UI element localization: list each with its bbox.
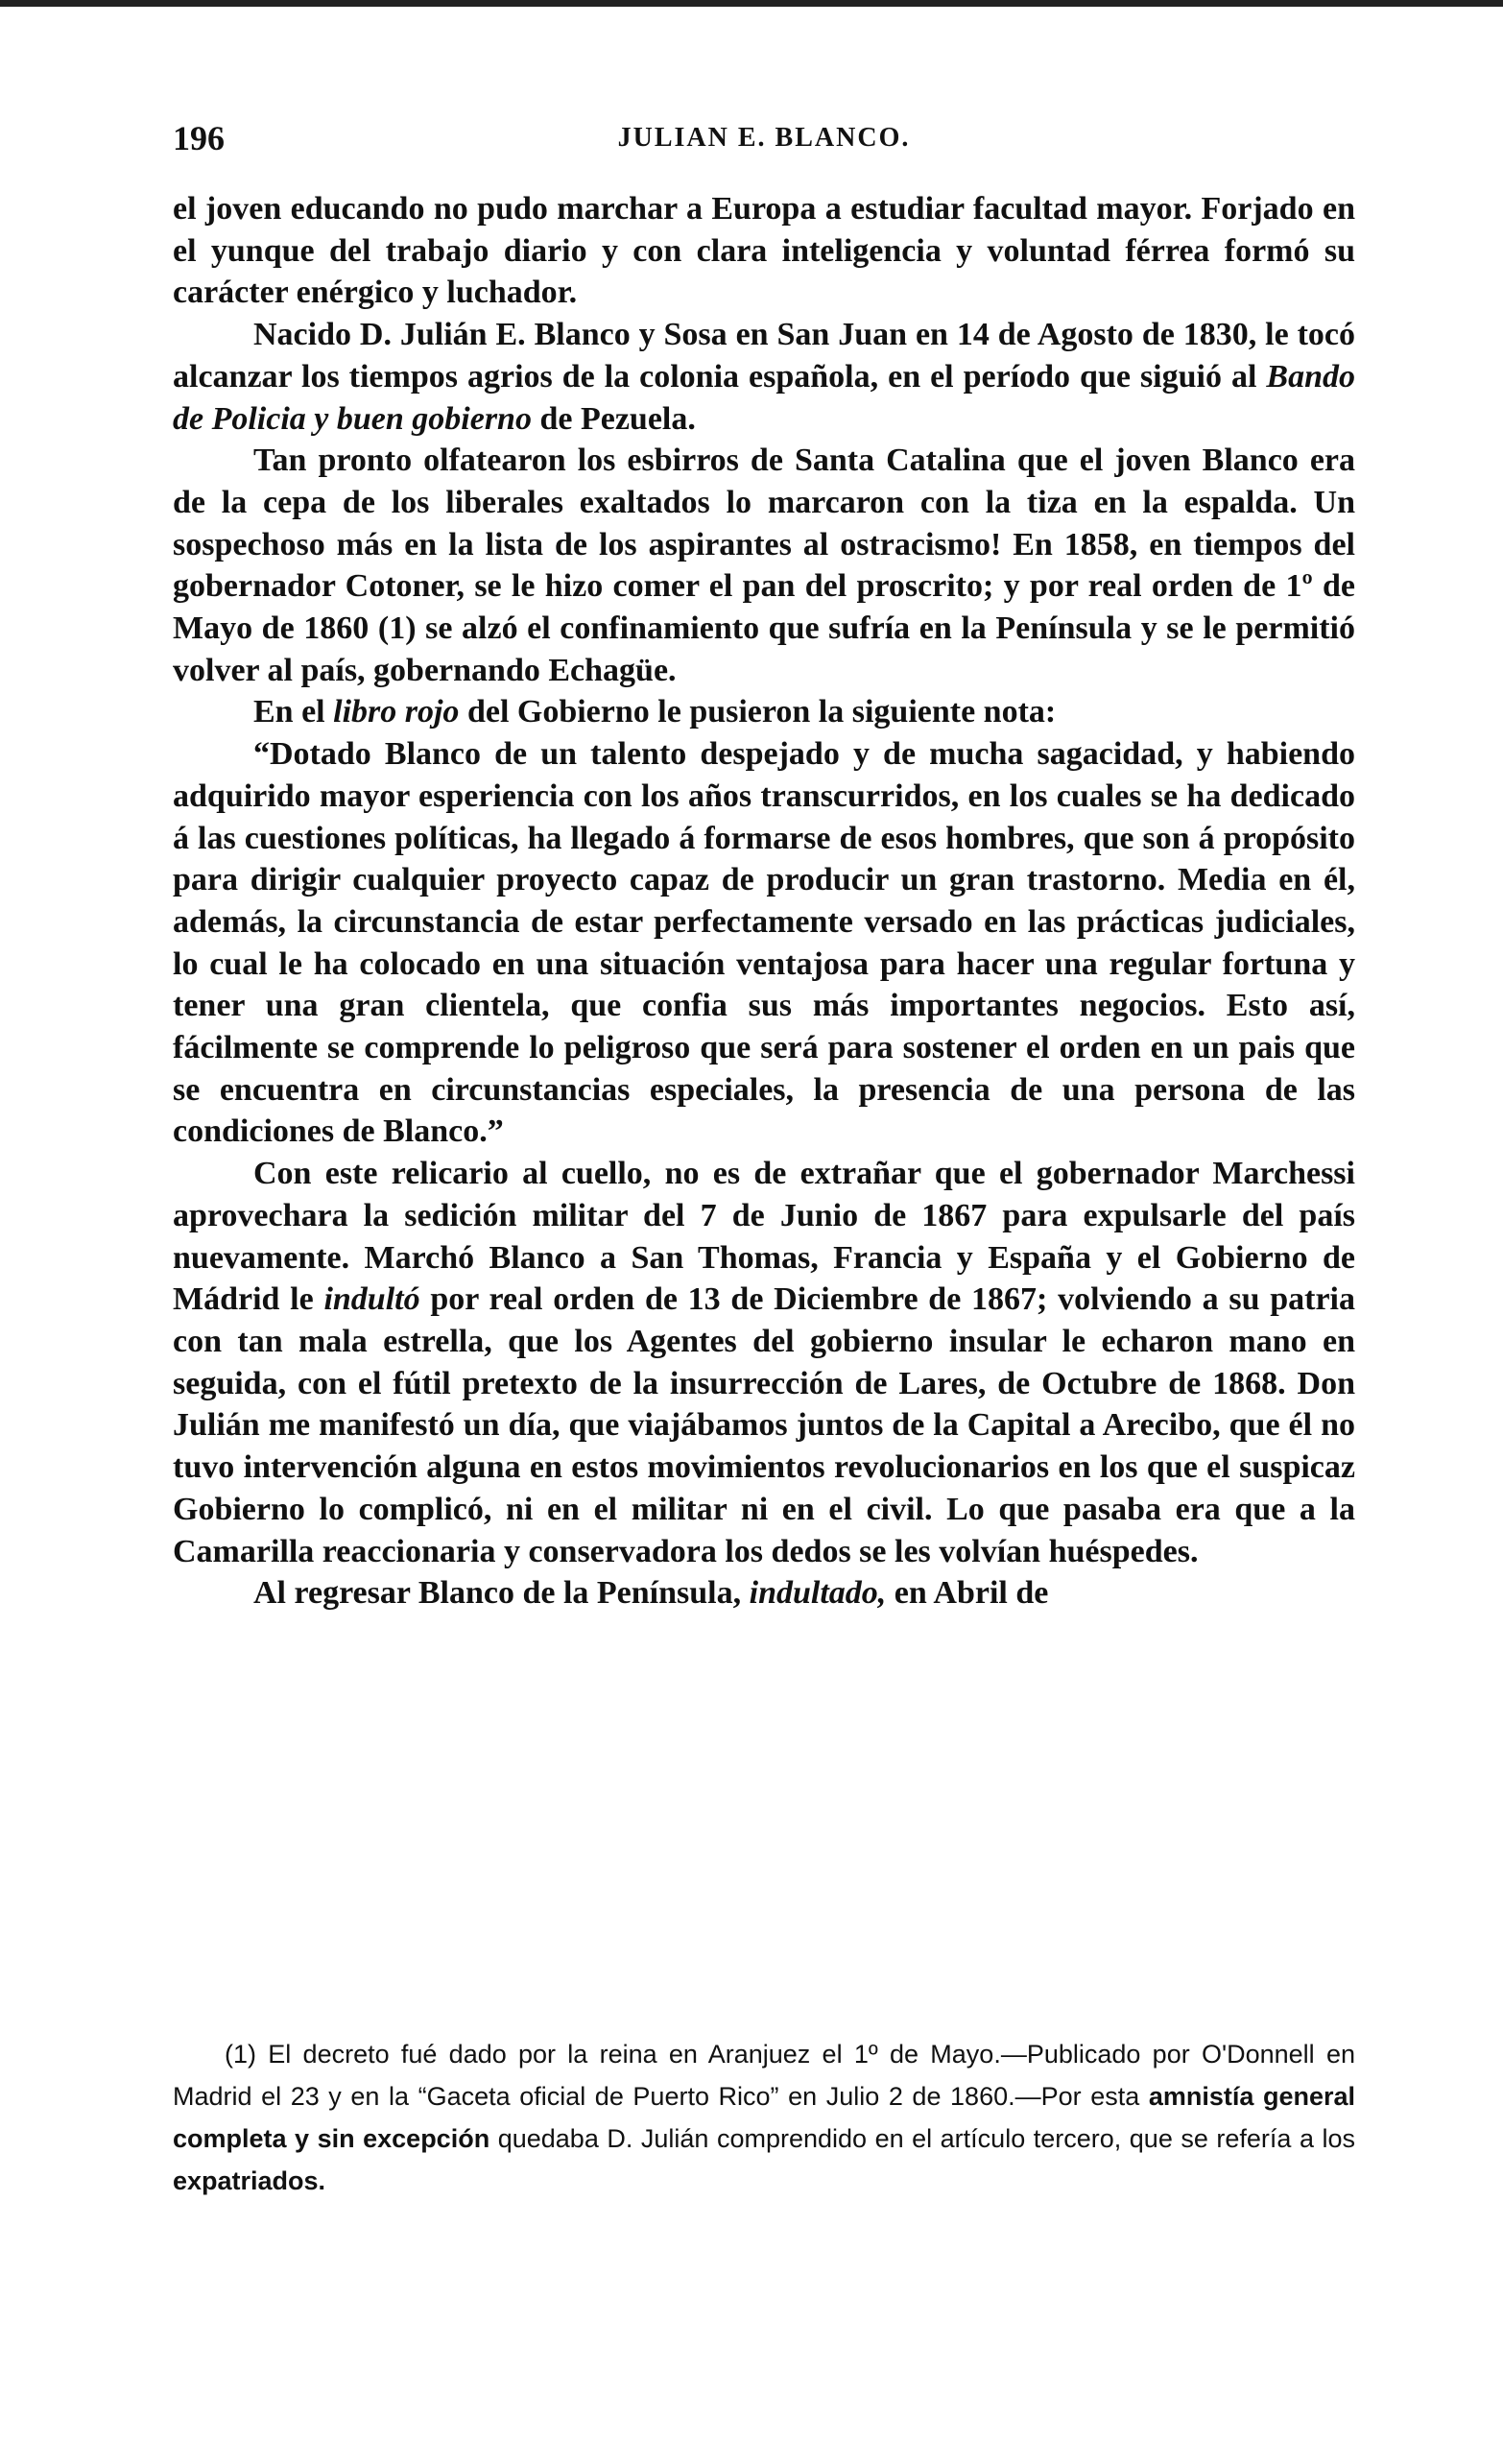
paragraph-7 (173, 1572, 1355, 1615)
page-number: 196 (173, 119, 225, 157)
paragraph-7-italic: indultado, (749, 1575, 887, 1612)
footnote-1-text-b: quedaba D. Julián comprendido en el artículo tercero, que se refería a los (489, 2124, 1356, 2153)
paragraph-4 (173, 691, 1355, 733)
paragraph-4-text-a: En el (253, 694, 334, 730)
paragraph-7-text-b: en Abril de (886, 1575, 1049, 1612)
paragraph-6 (173, 1153, 1355, 1572)
top-border-rule (0, 0, 1503, 7)
paragraph-6-text-b: por real orden de 13 de Diciembre de 1867; volviendo a su patria con tan mala estrella, que los Agentes del gobierno insular le echaron mano en seguida, con el fútil pretexto de la insurrección de Lares, de Octubre de 1868. Don Julián me manifestó un día, que viajábamos juntos de la Capital a Arecibo, que él no tuvo intervención alguna en estos movimientos revolucionarios en los que el suspicaz Gobierno lo complicó, ni en el militar ni en el civil. Lo que pasaba era que a la Camarilla reaccionaria y conservadora los dedos se les volvían huéspedes. (173, 1281, 1356, 1569)
paragraph-6-text-a: Con este relicario al cuello, no es de extrañar que el gobernador Marchessi aprovechara la sedición militar del 7 de Junio de 1867 para expulsarle del país nuevamente. Marchó Blanco a San Thomas, Francia y España y el Gobierno de Mádrid le (173, 1156, 1355, 1318)
paragraph-6-italic: indultó (323, 1281, 420, 1318)
paragraph-1: el joven educando no pudo marchar a Europa a estudiar facultad mayor. Forjado en el yunque del trabajo diario y con clara inteligencia y voluntad férrea formó su carácter enérgico y luchador. (173, 191, 1355, 311)
paragraph-4-italic: libro rojo (333, 694, 460, 730)
paragraph-3: Tan pronto olfatearon los esbirros de Santa Catalina que el joven Blanco era de la cepa de los liberales exaltados lo marcaron con la tiza en la espalda. Un sospechoso más en la lista de los aspirantes al ostracismo! En 1858, en tiempos del gobernador Cotoner, se le hizo comer el pan del proscrito; y por real orden de 1º de Mayo de 1860 (1) se alzó el confinamiento que sufría en la Península y se le permitió volver al país, gobernando Echagüe. (173, 443, 1355, 688)
paragraph-2 (173, 314, 1355, 440)
footnote-1 (173, 2033, 1355, 2202)
quoted-note: “Dotado Blanco de un talento despejado y de mucha sagacidad, y habiendo adquirido mayor esperiencia con los años transcurridos, en los cuales se ha dedicado á las cuestiones políticas, ha llegado á formarse de esos hombres, que son á propósito para dirigir cualquier proyecto capaz de producir un gran trastorno. Media en él, además, la circunstancia de estar perfectamente versado en las prácticas judiciales, lo cual le ha colocado en una situación ventajosa para hacer una regular fortuna y tener una gran clientela, que confia sus más importantes negocios. Esto así, fácilmente se comprende lo peligroso que será para sostener el orden en un pais que se encuentra en circunstancias especiales, la presencia de una persona de las condiciones de Blanco.” (173, 736, 1355, 1150)
footnote-1-bold-1: amnistía general completa y sin excepción (173, 2082, 1355, 2153)
footnote-1-text-a: (1) El decreto fué dado por la reina en Aranjuez el 1º de Mayo.—Publicado por O'Donnell en Madrid el 23 y en la “Gaceta oficial de Puerto Rico” en Julio 2 de 1860.—Por esta (173, 2040, 1355, 2111)
paragraph-7-text-a: Al regresar Blanco de la Península, (253, 1575, 750, 1612)
page-header (173, 115, 1355, 161)
body-text (173, 188, 1355, 1615)
footnote-1-bold-2: expatriados. (173, 2166, 326, 2195)
paragraph-2-italic: Bando de Policia y buen gobierno (173, 358, 1355, 437)
running-head: JULIAN E. BLANCO. (617, 123, 911, 153)
paragraph-2-text-a: Nacido D. Julián E. Blanco y Sosa en San Juan en 14 de Agosto de 1830, le tocó alcanzar los tiempos agrios de la colonia española, en el período que siguió al (173, 317, 1355, 395)
paragraph-4-text-b: del Gobierno le pusieron la siguiente nota: (459, 694, 1057, 730)
footnotes (173, 2033, 1355, 2202)
paragraph-2-text-b: de Pezuela. (531, 400, 696, 437)
